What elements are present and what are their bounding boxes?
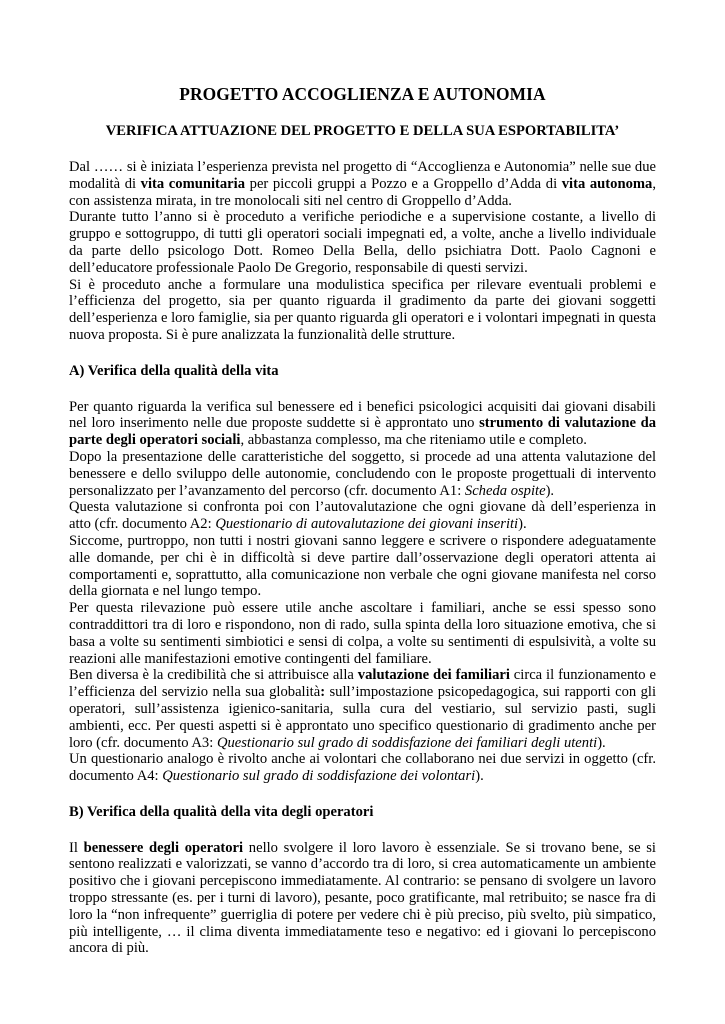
text-run: Il <box>69 839 84 856</box>
section-b-paragraph-1 <box>69 840 656 958</box>
text-run: Un questionario analogo è rivolto anche ai volontari che collaborano nei due servizi in oggetto (cfr. documento A4: <box>69 751 656 785</box>
section-a-paragraph-3 <box>69 499 656 533</box>
text-run: , abbastanza complesso, ma che riteniamo utile e completo. <box>240 432 587 449</box>
section-a-paragraph-4: Siccome, purtroppo, non tutti i nostri giovani sanno leggere e scrivere o rispondere adeguatamente alle domande, per chi è in difficoltà si deve partire dall’osservazione degli operatori attenta ai comportamenti e, soprattutto, alla comunicazione non verbale che ogni giovane manifesta nel corso della giornata e nel lungo tempo. <box>69 532 656 600</box>
text-run: per piccoli gruppi a Pozzo e a Groppello d’Adda di <box>245 175 562 192</box>
spacer <box>69 344 656 363</box>
intro-paragraph-2: Durante tutto l’anno si è proceduto a verifiche periodiche e a supervisione costante, a livello di gruppo e sottogruppo, di tutti gli operatori sociali impegnati ed, a volte, anche a livello individuale da parte dello psicologo Dott. Romeo Della Bella, dello psichiatra Dott. Paolo Cagnoni e dell’educatore professionale Paolo De Gregorio, responsabile di questi servizi. <box>69 209 656 276</box>
text-run: Dal …… si è iniziata l’esperienza prevista nel progetto di “Accoglienza e Autonomia” nelle sue due modalità di <box>69 159 656 192</box>
text-run: nello svolgere il loro lavoro è essenziale. Se si trovano bene, se si sentono realizzati e valorizzati, se vanno d’accordo tra di loro, si crea automaticamente un ambiente positivo che i giovani percepiscono immediatamente. Al contrario: se pensano di svolgere un lavoro troppo stressante (es. per i turni di lavoro), pesante, poco gratificante, mal retribuito; se nasce fra di loro la “non infrequente” guerriglia di potere per vedere chi è più preciso, più svelto, più simpatico, più intelligente, … il clima diventa immediatamente teso e negativo: ed i giovani lo percepiscono ancora di più. <box>69 839 656 957</box>
text-run: ). <box>597 734 606 751</box>
section-a-paragraph-6 <box>69 667 656 751</box>
text-run: ). <box>545 482 555 499</box>
spacer <box>69 785 656 804</box>
italic-run: Questionario sul grado di soddisfazione dei volontari <box>162 768 476 785</box>
italic-run: Questionario sul grado di soddisfazione dei familiari degli utenti <box>216 734 598 751</box>
spacer <box>69 821 656 840</box>
section-a-paragraph-1 <box>69 399 656 449</box>
spacer <box>69 380 656 399</box>
section-a-paragraph-7 <box>69 751 656 785</box>
text-run: Questa valutazione si confronta poi con l’autovalutazione che ogni giovane dà dell’esperienza in atto (cfr. documento A2: <box>69 499 656 533</box>
intro-paragraph-1 <box>69 159 656 209</box>
section-a-paragraph-2 <box>69 449 656 499</box>
italic-run: Scheda ospite <box>464 482 546 499</box>
text-run: Ben diversa è la credibilità che si attribuisce alla <box>69 667 358 684</box>
text-run: Dopo la presentazione delle caratteristiche del soggetto, si procede ad una attenta valutazione del benessere e dello sviluppo delle autonomie, concludendo con le proposte progettuali di intervento personalizzato per l’avanzamento del percorso (cfr. documento A1: <box>69 448 656 499</box>
bold-run: benessere degli operatori <box>83 839 244 856</box>
section-b-heading: B) Verifica della qualità della vita degli operatori <box>69 803 374 820</box>
bold-run: vita autonoma <box>561 175 653 192</box>
document-body <box>69 159 656 957</box>
text-run: ). <box>475 768 484 785</box>
bold-run: valutazione dei familiari <box>357 667 510 684</box>
section-a-heading: A) Verifica della qualità della vita <box>69 362 279 379</box>
text-run: circa il funzionamento e l’efficienza del servizio nella sua globalità <box>69 667 656 701</box>
intro-paragraph-3: Si è proceduto anche a formulare una modulistica specifica per rilevare eventuali problemi e l’efficienza del progetto, sia per quanto riguarda il gradimento da parte dei giovani soggetti dell’esperienza e loro famiglie, sia per quanto riguarda gli operatori e i volontari impegnati in questa nuova proposta. Si è pure analizzata la funzionalità delle strutture. <box>69 276 656 343</box>
section-a-paragraph-5: Per questa rilevazione può essere utile anche ascoltare i familiari, anche se essi spesso sono contraddittori tra di loro e rispondono, non di rado, sulla spinta della loro situazione emotiva, che si basa a volte su sentimenti simbiotici e sensi di colpa, a volte su sentimenti di espulsività, a volte su reazioni alle manifestazioni emotive contingenti del familiare. <box>69 600 656 667</box>
text-run: ). <box>518 516 527 533</box>
bold-run: strumento di valutazione da parte degli operatori sociali <box>69 415 656 449</box>
bold-run: : <box>320 684 326 701</box>
document-title: PROGETTO ACCOGLIENZA E AUTONOMIA <box>179 84 546 104</box>
document-subtitle: VERIFICA ATTUAZIONE DEL PROGETTO E DELLA SUA ESPORTABILITA’ <box>105 123 620 139</box>
bold-run: vita comunitaria <box>140 175 246 192</box>
text-run: sull’impostazione psicopedagogica, sui rapporti con gli operatori, sull’assistenza igienico-sanitaria, sulla cura del vestiario, sul servizio pasti, sugli ambienti, ecc. Per questi aspetti si è approntato uno specifico questionario di gradimento anche per loro (cfr. documento A3: <box>69 684 656 751</box>
text-run: Per quanto riguarda la verifica sul benessere ed i benefici psicologici acquisiti dai giovani disabili nel loro inserimento nelle due proposte suddette si è approntato uno <box>69 398 656 432</box>
text-run: , con assistenza mirata, in tre monolocali siti nel centro di Groppello d’Adda. <box>69 175 656 209</box>
italic-run: Questionario di autovalutazione dei giovani inseriti <box>215 516 519 533</box>
